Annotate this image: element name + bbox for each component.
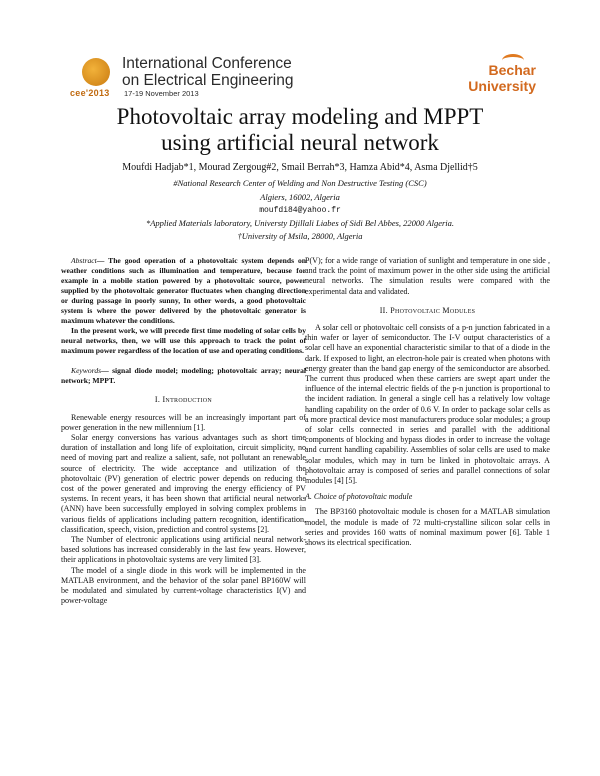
section-heading-pv-modules: II. Photovoltaic Modules (379, 305, 476, 315)
affiliation-1: #National Research Center of Welding and Non Destructive Testing (CSC) (173, 178, 427, 188)
conference-logo-block (70, 54, 340, 100)
subsection-heading-choice: A. Choice of photovoltaic module (305, 492, 413, 502)
affiliation-2: *Applied Materials laboratory, Universty Djillali Liabes of Sidi Bel Abbes, 22000 Algeria. (145, 218, 455, 228)
abstract-text: — The good operation of a photovoltaic system depends on weather conditions such as illumination and temperature, because for example in a mobile station powered by a photovoltaic source, power supplied by the photovoltaic generator fluctuates when changing direction or during passage in poorly sunny, In other words, a good photovoltaic system is where the power delivered by the photovoltaic generator is maximum whatever the conditions. (61, 256, 306, 325)
conference-logo (70, 58, 122, 100)
author-list: Moufdi Hadjab*1, Mourad Zergoug#2, Smail Berrah*3, Hamza Abid*4, Asma Djellid†5 (122, 162, 478, 173)
keywords (61, 366, 306, 386)
conference-line1: International Conference (122, 55, 292, 72)
intro-paragraph-4: The model of a single diode in this work will be implemented in the MATLAB environment, and the behavior of the solar panel BP160W will be modulated and simulated by current-voltage characteristics I(V) and power-voltage (61, 565, 306, 606)
sun-icon (82, 58, 110, 86)
section-heading-introduction: I. Introduction (154, 395, 213, 405)
title-line1: Photovoltaic array modeling and MPPT (116, 104, 484, 129)
affiliation-1-city: Algiers, 16002, Algeria (260, 192, 340, 202)
paper-title (0, 104, 600, 156)
intro-paragraph-1: Renewable energy resources will be an increasingly important part of power generation in the new millennium [1]. (61, 412, 306, 432)
conference-mark: cee'2013 (70, 88, 110, 98)
affiliation-3: †University of Msila, 28000, Algeria (237, 231, 363, 241)
keywords-text: — signal diode model; modeling; photovoltaic array; neural network; MPPT. (61, 366, 306, 386)
abstract-lead: Abstract (71, 256, 97, 265)
university-line2: University (468, 78, 536, 94)
title-line2: using artificial neural network (161, 130, 439, 155)
author-email: moufdi84@yahoo.fr (259, 206, 341, 215)
right-column (305, 256, 550, 548)
pv-paragraph-1: A solar cell or photovoltaic cell consists of a p-n junction fabricated in a thin wafer or layer of semiconductor. The I-V output characteristics of a solar cell have an exponential characteristic similar to that of a diode in the dark. If exposed to light, an electron-hole pair is created when photons with energy greater than the band gap energy of the semiconductor are absorbed. The current thus produced when these carriers are swept apart under the influence of the internal electric fields of the p-n junction is proportional to the incident radiation. In general a single cell has a relatively low voltage handling capability on the order of 0.6 V. In order to package solar cells as a more practical device most manufacturers produce solar modules; a group of solar cells connected in series and parallel with the additional components of blocking and bypass diodes in order to increase the voltage and current handling capability. Assemblies of solar cells are used to make solar modules, which may in turn be linked in photovoltaic arrays. A photovoltaic array is composed of series and parallel connections of solar modules [4] [5]. (305, 323, 550, 486)
conference-name (122, 56, 293, 99)
conference-line2: on Electrical Engineering (122, 72, 294, 89)
intro-paragraph-3: The Number of electronic applications using artificial neural network-based solutions has increased considerably in the last few years. However, their applications in photovoltaic systems are very limited [3]. (61, 535, 306, 565)
abstract (61, 256, 306, 326)
left-column (61, 256, 306, 606)
university-line1: Bechar (488, 62, 536, 78)
abstract-text-2: In the present work, we will precede first time modeling of solar cells by neural networks, then, we will use this approach to track the point of maximum power regardless of the location of use and operating conditions. (61, 326, 306, 355)
intro-paragraph-2: Solar energy conversions has various advantages such as short time duration of installation and long life of exploitation, circuit simplicity, no need of moving part and realize a salient, safe, not pollutant an renewable source of electricity. The wide acceptance and utilization of the photovoltaic (PV) generation of electric power depends on reducing the cost of the power generated and improving the energy efficiency of PV systems. In recent years, it has been shown that artificial neural networks (ANN) have been successfully employed in solving complex problems in various fields of applications including pattern recognition, identification, classification, speech, vision, prediction and control systems [2]. (61, 433, 306, 534)
logo-arc-icon (502, 54, 524, 67)
conference-dates: 17-19 November 2013 (124, 89, 199, 98)
university-logo (446, 62, 536, 98)
keywords-lead: Keywords (71, 366, 102, 375)
module-paragraph-1: The BP3160 photovoltaic module is chosen for a MATLAB simulation model, the module is made of 72 multi-crystalline silicon solar cells in series and provides 160 watts of nominal maximum power [6]. Table 1 shows its electrical specification. (305, 507, 550, 548)
continued-paragraph: P(V); for a wide range of variation of sunlight and temperature in one side , and track the point of maximum power in the other side using the artificial neural networks. The simulation results were compared with the experimental data and validated. (305, 256, 550, 296)
